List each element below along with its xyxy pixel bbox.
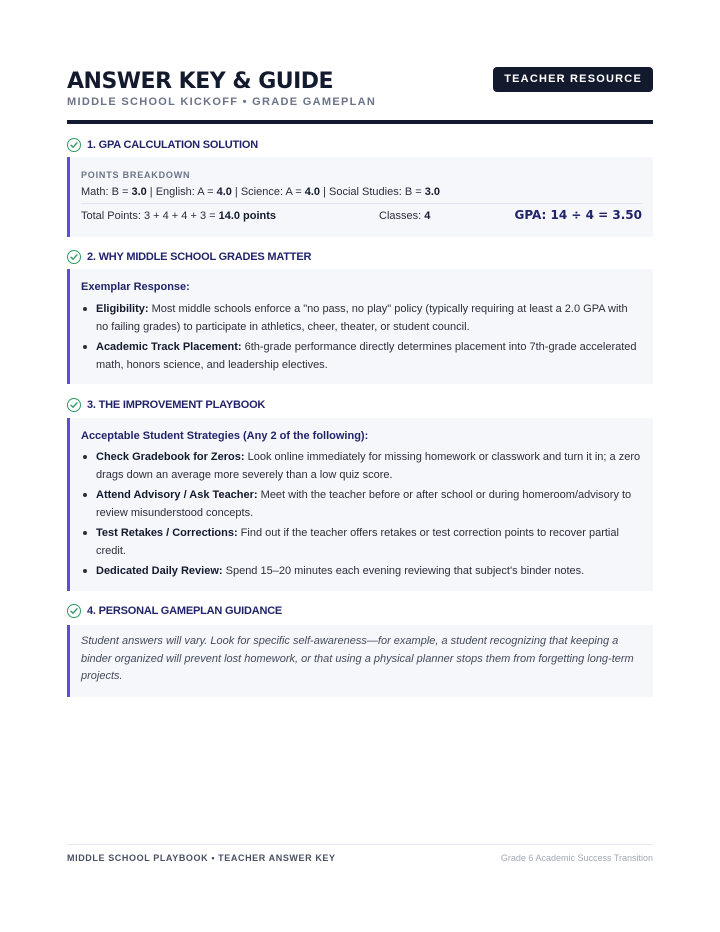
list-item <box>81 300 642 336</box>
list-item-text: Meet with the teacher before or after school or during homeroom/advisory to review misunderstood concepts. <box>96 489 632 519</box>
check-circle-icon <box>67 250 81 264</box>
social-studies-points: 3.0 <box>424 186 441 198</box>
section-4-heading <box>67 604 282 618</box>
strategies-list <box>81 448 642 582</box>
science-label: | Science: A = <box>231 186 305 198</box>
gpa-result: GPA: 14 ÷ 4 = 3.50 <box>514 208 642 222</box>
list-item <box>81 524 642 560</box>
gpa-solution-panel <box>67 157 653 237</box>
math-label: Math: B = <box>81 186 132 198</box>
list-item-label: Check Gradebook for Zeros: <box>96 451 245 463</box>
points-breakdown-label: POINTS BREAKDOWN <box>81 170 191 180</box>
list-item-text: Spend 15–20 minutes each evening reviewing that subject's binder notes. <box>222 565 585 577</box>
science-points: 4.0 <box>304 186 321 198</box>
section-1-heading <box>67 138 258 152</box>
list-item-label: Attend Advisory / Ask Teacher: <box>96 489 258 501</box>
classes-label: Classes: <box>379 210 425 222</box>
footer-divider <box>67 844 653 845</box>
list-item <box>81 338 642 374</box>
check-circle-icon <box>67 398 81 412</box>
page-subtitle: MIDDLE SCHOOL KICKOFF • GRADE GAMEPLAN <box>67 96 377 108</box>
list-item-text: Find out if the teacher offers retakes or test correction points to recover partial credit. <box>96 527 619 557</box>
section-2-heading <box>67 250 311 264</box>
section-1-title: 1. GPA CALCULATION SOLUTION <box>87 139 259 151</box>
gameplan-guidance-panel <box>67 625 653 697</box>
social-studies-label: | Social Studies: B = <box>320 186 425 198</box>
math-points: 3.0 <box>131 186 147 198</box>
why-grades-list <box>81 300 642 376</box>
list-item <box>81 486 642 522</box>
english-points: 4.0 <box>216 186 232 198</box>
teacher-resource-badge: TEACHER RESOURCE <box>493 67 653 92</box>
list-item-label: Test Retakes / Corrections: <box>96 527 238 539</box>
classes-value: 4 <box>424 210 431 222</box>
header-divider <box>67 120 653 124</box>
section-4-title: 4. PERSONAL GAMEPLAN GUIDANCE <box>87 605 283 617</box>
points-breakdown-line <box>81 186 440 198</box>
acceptable-strategies-heading: Acceptable Student Strategies (Any 2 of the following): <box>81 430 369 442</box>
list-item-text: 6th-grade performance directly determines placement into 7th-grade accelerated math, honors science, and leadership electives. <box>96 341 637 371</box>
improvement-playbook-panel <box>67 418 653 591</box>
section-3-heading <box>67 398 265 412</box>
list-item-text: Look online immediately for missing homework or classwork and turn it in; a zero drags down an average more severely than a low quiz score. <box>96 451 641 481</box>
guidance-note: Student answers will vary. Look for specific self-awareness—for example, a student recognizing that keeping a binder organized will prevent lost homework, or that using a physical planner stops them from forgetting long-term projects. <box>81 635 634 682</box>
breakdown-divider <box>81 203 642 204</box>
check-circle-icon <box>67 138 81 152</box>
section-3-title: 3. THE IMPROVEMENT PLAYBOOK <box>87 399 266 411</box>
list-item <box>81 448 642 484</box>
footer-right-text: Grade 6 Academic Success Transition <box>500 853 653 863</box>
footer-left-text: MIDDLE SCHOOL PLAYBOOK • TEACHER ANSWER KEY <box>67 853 336 863</box>
check-circle-icon <box>67 604 81 618</box>
total-points-line <box>81 210 276 222</box>
total-points-value: 14.0 points <box>218 210 277 222</box>
list-item-label: Eligibility: <box>96 303 149 315</box>
page-header <box>67 66 653 124</box>
exemplar-response-heading: Exemplar Response: <box>81 281 190 293</box>
why-grades-matter-panel <box>67 269 653 384</box>
page-title: ANSWER KEY & GUIDE <box>67 69 334 94</box>
list-item-text: Most middle schools enforce a "no pass, no play" policy (typically requiring at least a 2.0 GPA with no failing grades) to participate in athletics, cheer, theater, or student council. <box>96 303 628 333</box>
list-item-label: Academic Track Placement: <box>96 341 242 353</box>
list-item <box>81 562 642 580</box>
section-2-title: 2. WHY MIDDLE SCHOOL GRADES MATTER <box>87 251 312 263</box>
total-points-label: Total Points: 3 + 4 + 4 + 3 = <box>81 210 219 222</box>
classes-count-line <box>379 210 430 222</box>
list-item-label: Dedicated Daily Review: <box>96 565 223 577</box>
english-label: | English: A = <box>146 186 217 198</box>
